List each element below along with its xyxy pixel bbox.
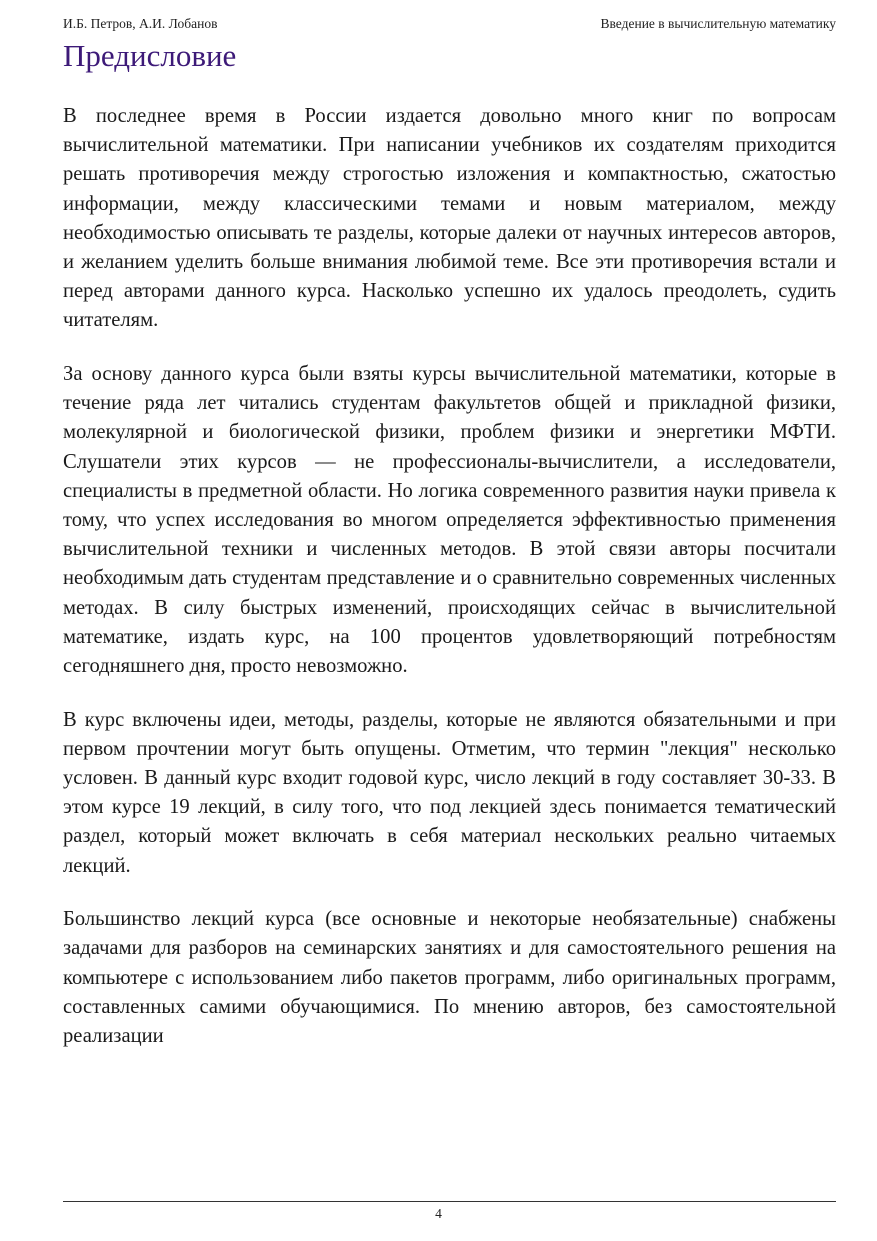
body-text — [63, 102, 836, 1051]
page-number: 4 — [435, 1206, 442, 1221]
header-book-title: Введение в вычислительную математику — [600, 16, 836, 31]
paragraph-4: Большинство лекций курса (все основные и некоторые необязательные) снабжены задачами для разборов на семинарских занятиях и для самостоятельного решения на компьютере с использованием либо пакетов программ, либо оригинальных программ, составленных самими обучающимися. По мнению авторов, без самостоятельной реализации — [63, 908, 836, 1048]
header-authors: И.Б. Петров, А.И. Лобанов — [63, 16, 218, 31]
chapter-title: Предисловие — [63, 38, 237, 73]
paragraph-3: В курс включены идеи, методы, разделы, которые не являются обязательными и при первом прочтении могут быть опущены. Отметим, что термин "лекция" несколько условен. В данный курс входит годовой курс, число лекций в году составляет 30-33. В этом курсе 19 лекций, в силу того, что под лекцией здесь понимается тематический раздел, который может включать в себя материал нескольких реально читаемых лекций. — [63, 708, 836, 877]
running-header — [63, 16, 836, 32]
paragraph-1: В последнее время в России издается довольно много книг по вопросам вычислительной математики. При написании учебников их создателям приходится решать противоречия между строгостью изложения и компактностью, сжатостью информации, между классическими темами и новым материалом, между необходимостью описывать те разделы, которые далеки от научных интересов авторов, и желанием уделить больше внимания любимой теме. Все эти противоречия встали и перед авторами данного курса. Насколько успешно их удалось преодолеть, судить читателям. — [63, 105, 836, 332]
footer-divider — [63, 1201, 836, 1202]
paragraph-2: За основу данного курса были взяты курсы вычислительной математики, которые в течение ряда лет читались студентам факультетов общей и прикладной физики, молекулярной и биологической физики, проблем физики и энергетики МФТИ. Слушатели этих курсов — не профессионалы-вычислители, а исследователи, специалисты в предметной области. Но логика современного развития науки привела к тому, что успех исследования во многом определяется эффективностью применения вычислительной техники и численных методов. В этой связи авторы посчитали необходимым дать студентам представление и о сравнительно современных численных методах. В силу быстрых изменений, происходящих сейчас в вычислительной математике, издать курс, на 100 процентов удовлетворяющий потребностям сегодняшнего дня, просто невозможно. — [63, 363, 836, 678]
